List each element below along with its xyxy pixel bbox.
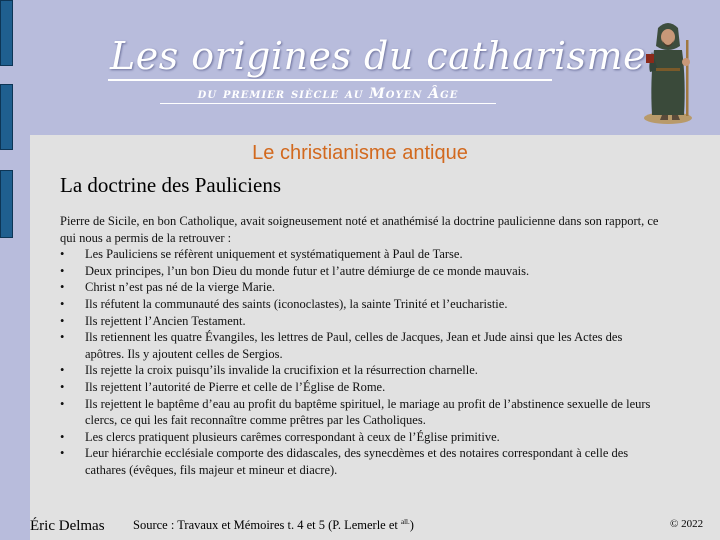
slide-subtitle: du premier siècle au Moyen Âge: [197, 86, 459, 102]
footer-copyright: © 2022: [670, 518, 704, 530]
bullet-icon: •: [60, 446, 65, 461]
doctrine-list: [60, 246, 660, 478]
footer-author: Éric Delmas: [30, 518, 105, 534]
list-item: • Les clercs pratiquent plusieurs carêmes correspondant à ceux de l’Église primitive.: [60, 429, 500, 444]
bullet-icon: •: [60, 247, 65, 262]
slide-content: [30, 135, 720, 540]
list-item: • Deux principes, l’un bon Dieu du monde futur et l’autre démiurge de ce monde mauvais.: [60, 263, 530, 278]
list-item: • Ils rejettent le baptême d’eau au profit du baptême spirituel, le mariage au profit de l’abstinence sexuelle de leurs clercs, ce qui les fait reconnaître comme prêtres par les Catholiques.: [60, 396, 651, 428]
left-margin-bar: [0, 0, 30, 540]
doctrine-body: [60, 213, 660, 479]
list-item: • Ils retiennent les quatre Évangiles, les lettres de Paul, celles de Jacques, Jean et Jude ainsi que les Actes des apôtres. Ils y ajoutent celles de Sergios.: [60, 330, 623, 361]
bullet-icon: •: [60, 263, 65, 278]
slide-header: [30, 0, 720, 135]
list-item: • Ils rejettent l’Ancien Testament.: [60, 313, 246, 328]
side-tab-3: [0, 170, 13, 238]
title-underline: [108, 79, 552, 81]
section-title: Le christianisme antique: [252, 142, 468, 164]
bullet-icon: •: [60, 296, 65, 311]
bullet-icon: •: [60, 379, 65, 394]
bullet-icon: •: [60, 330, 65, 345]
side-tab-1: [0, 0, 13, 66]
list-item: • Christ n’est pas né de la vierge Marie.: [60, 280, 275, 295]
list-item: • Les Pauliciens se réfèrent uniquement et systématiquement à Paul de Tarse.: [60, 247, 463, 262]
footer-source: Source : Travaux et Mémoires t. 4 et 5 (P. Lemerle et $^{all.}$): [133, 518, 414, 533]
bullet-icon: •: [60, 396, 65, 411]
monk-figurine-image: [638, 10, 700, 125]
side-tab-2: [0, 84, 13, 150]
intro-paragraph: Pierre de Sicile, en bon Catholique, avait soigneusement noté et anathémisé la doctrine paulicienne dans son rapport, ce qui nous a permis de la retrouver :: [60, 214, 659, 245]
subtitle-underline: [160, 103, 496, 104]
bullet-icon: •: [60, 429, 65, 444]
slide-title: Les origines du catharisme: [110, 34, 647, 78]
list-item: • Ils réfutent la communauté des saints (iconoclastes), la sainte Trinité et l’eucharistie.: [60, 296, 508, 311]
doctrine-heading: La doctrine des Pauliciens: [60, 173, 282, 197]
list-item: • Ils rejette la croix puisqu’ils invalide la crucifixion et la résurrection charnelle.: [60, 363, 478, 378]
bullet-icon: •: [60, 363, 65, 378]
bullet-icon: •: [60, 313, 65, 328]
list-item: • Ils rejettent l’autorité de Pierre et celle de l’Église de Rome.: [60, 379, 386, 394]
bullet-icon: •: [60, 280, 65, 295]
list-item: • Leur hiérarchie ecclésiale comporte des didascales, des synecdèmes et des notaires correspondant à celle des cathares (évêques, fils majeur et mineur et diacre).: [60, 446, 629, 477]
